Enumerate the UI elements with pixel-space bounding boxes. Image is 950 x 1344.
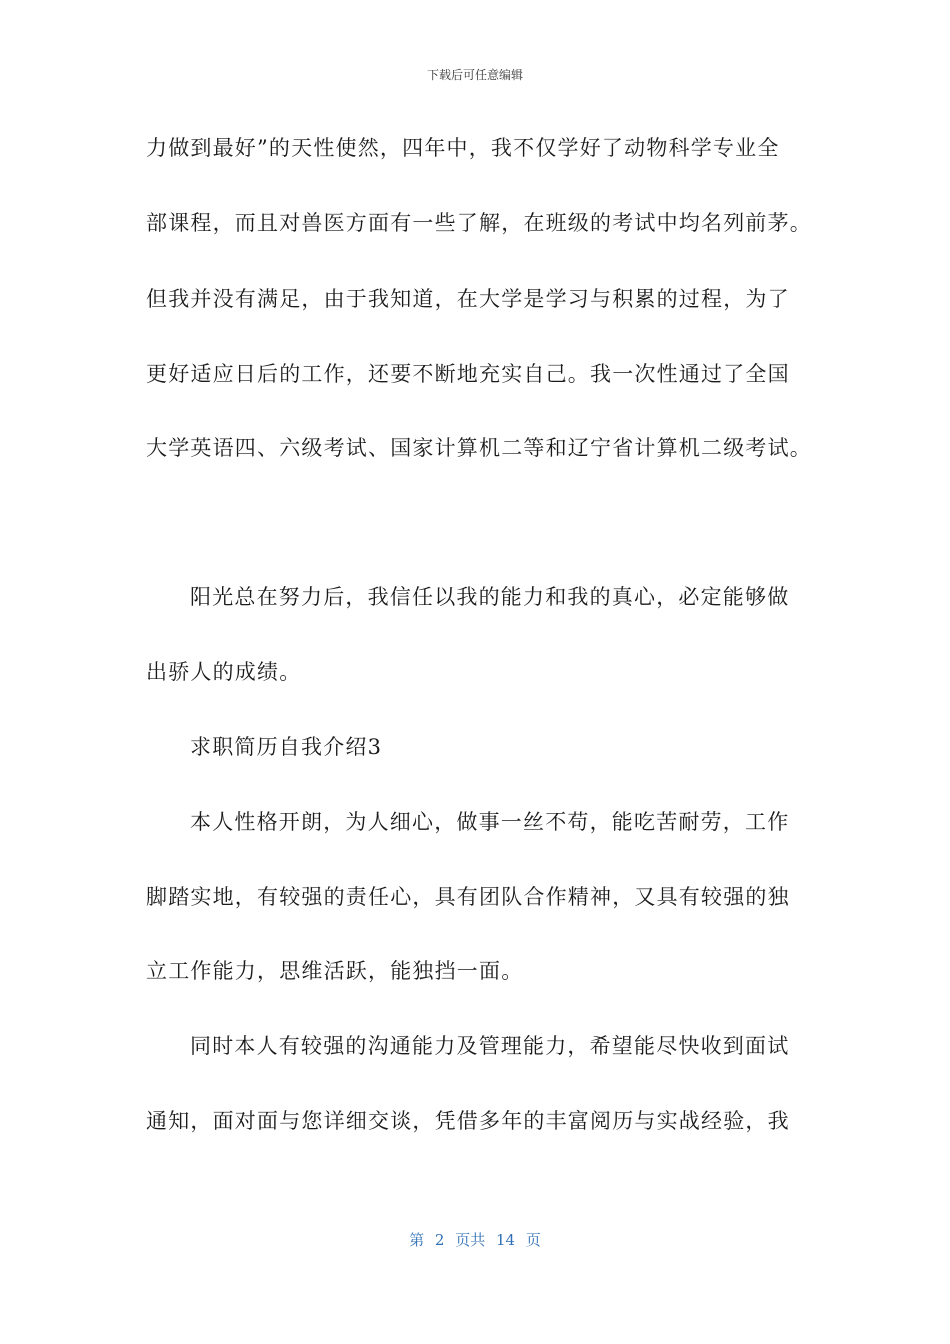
section-heading: 求职简历自我介绍3	[190, 735, 383, 759]
text-line: 部课程，而且对兽医方面有一些了解，在班级的考试中均名列前茅。	[146, 211, 812, 235]
text-line: 但我并没有满足，由于我知道，在大学是学习与积累的过程，为了	[146, 287, 790, 311]
page-footer: 第 2 页共 14 页	[409, 1231, 541, 1249]
text-line: 力做到最好”的天性使然，四年中，我不仅学好了动物科学专业全	[146, 136, 780, 160]
text-line: 立工作能力，思维活跃，能独挡一面。	[146, 959, 524, 983]
text-line: 阳光总在努力后，我信任以我的能力和我的真心，必定能够做	[190, 585, 790, 609]
text-line: 脚踏实地，有较强的责任心，具有团队合作精神，又具有较强的独	[146, 885, 790, 909]
page-header: 下载后可任意编辑	[426, 68, 523, 82]
text-line: 出骄人的成绩。	[146, 660, 302, 684]
text-line: 同时本人有较强的沟通能力及管理能力，希望能尽快收到面试	[190, 1034, 790, 1058]
text-line: 更好适应日后的工作，还要不断地充实自己。我一次性通过了全国	[146, 362, 790, 386]
text-line: 通知，面对面与您详细交谈，凭借多年的丰富阅历与实战经验，我	[146, 1109, 790, 1133]
text-line: 大学英语四、六级考试、国家计算机二等和辽宁省计算机二级考试。	[146, 436, 812, 460]
text-line: 本人性格开朗，为人细心，做事一丝不苟，能吃苦耐劳，工作	[190, 810, 790, 834]
